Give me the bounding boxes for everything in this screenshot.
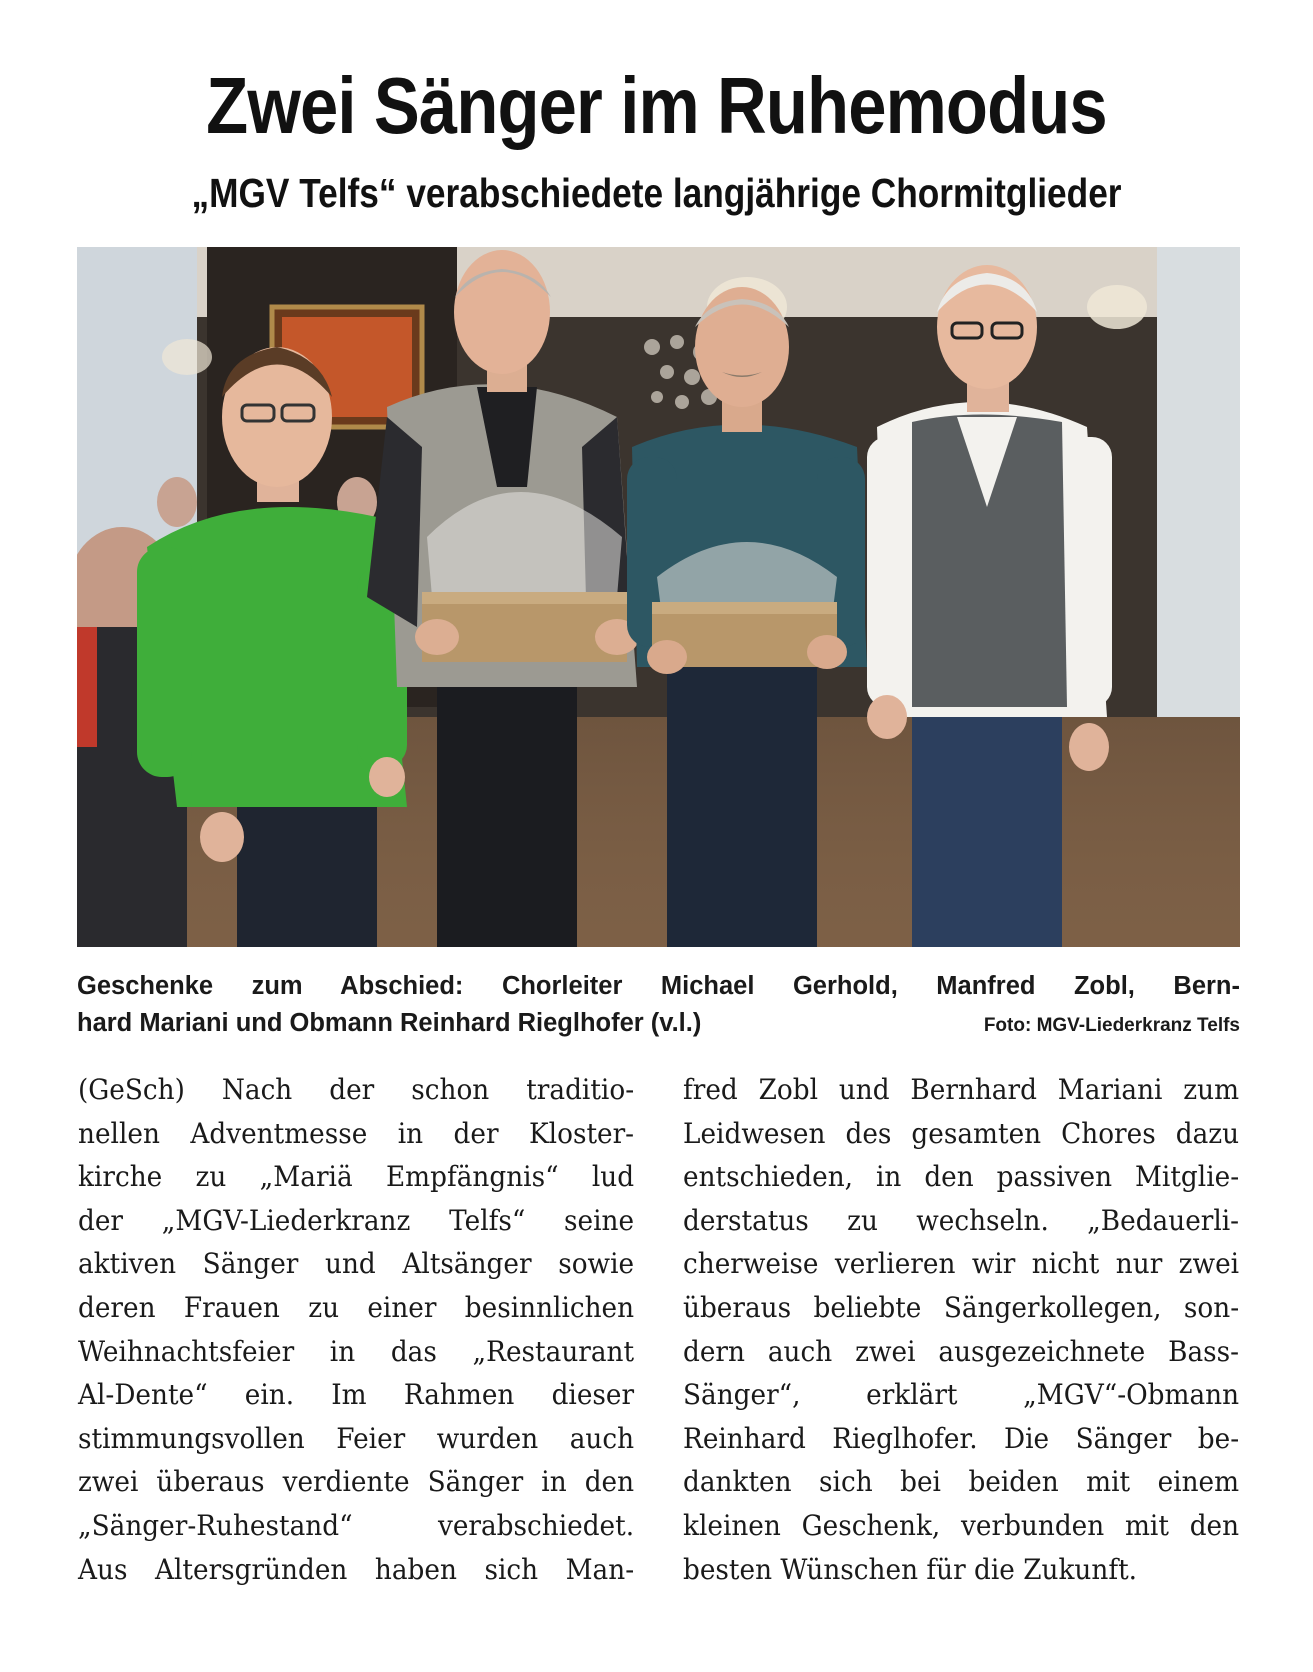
body-left-line: (GeSch) Nach der schon traditio- [78,1073,635,1106]
caption-line-2-wrap [77,1005,1240,1044]
body-left-line: aktiven Sänger und Altsänger sowie [78,1247,635,1281]
body-right-line: dankten sich bei beiden mit einem [683,1465,1240,1499]
body-column-left [78,1068,634,1591]
body-right-line: kleinen Geschenk, verbunden mit den [683,1508,1240,1542]
body-right-line: Reinhard Rieglhofer. Die Sänger be- [683,1421,1240,1455]
caption-line-2: hard Mariani und Obmann Reinhard Rieglhofer (v.l.) [77,1009,702,1037]
body-right-line: Leidwesen des gesamten Chores dazu [683,1116,1240,1150]
body-left-line: der „MGV-Liederkranz Telfs“ seine [78,1203,635,1237]
article-photo [77,247,1240,947]
body-right-line: dern auch zwei ausgezeichnete Bass- [683,1334,1240,1368]
photo-credit: Foto: MGV-Liederkranz Telfs [983,1015,1240,1036]
photo-caption [77,968,1240,1044]
body-left-line: zwei überaus verdiente Sänger in den [78,1465,635,1499]
headline: Zwei Sänger im Ruhemodus [206,61,1107,150]
body-left-line: Weihnachtsfeier in das „Restaurant [78,1334,635,1368]
body-left-line: stimmungsvollen Feier wurden auch [78,1421,635,1455]
body-left-line: kirche zu „Mariä Empfängnis“ lud [78,1160,635,1194]
body-left-line: „Sänger-Ruhestand“ verabschiedet. [78,1508,635,1542]
body-left-line: deren Frauen zu einer besinnlichen [78,1290,635,1324]
caption-line-1: Geschenke zum Abschied: Chorleiter Michael Gerhold, Manfred Zobl, Bern- [77,972,1240,1000]
subheadline: „MGV Telfs“ verabschiedete langjährige Chormitglieder [191,170,1122,216]
body-column-right [683,1068,1239,1591]
body-right-line: fred Zobl und Bernhard Mariani zum [683,1073,1240,1106]
body-left-line: Aus Altersgründen haben sich Man- [78,1552,635,1586]
body-right-line: entschieden, in den passiven Mitglie- [683,1160,1240,1194]
body-right-line: überaus beliebte Sängerkollegen, son- [683,1290,1240,1324]
body-right-line: Sänger“, erklärt „MGV“-Obmann [683,1378,1240,1412]
body-right-line: besten Wünschen für die Zukunft. [683,1552,1138,1586]
body-left-line: Al-Dente“ ein. Im Rahmen dieser [78,1378,635,1412]
body-right-line: cherweise verlieren wir nicht nur zwei [683,1247,1240,1281]
body-left-line: nellen Adventmesse in der Kloster- [78,1116,635,1150]
body-right-line: derstatus zu wechseln. „Bedauerli- [683,1203,1240,1237]
